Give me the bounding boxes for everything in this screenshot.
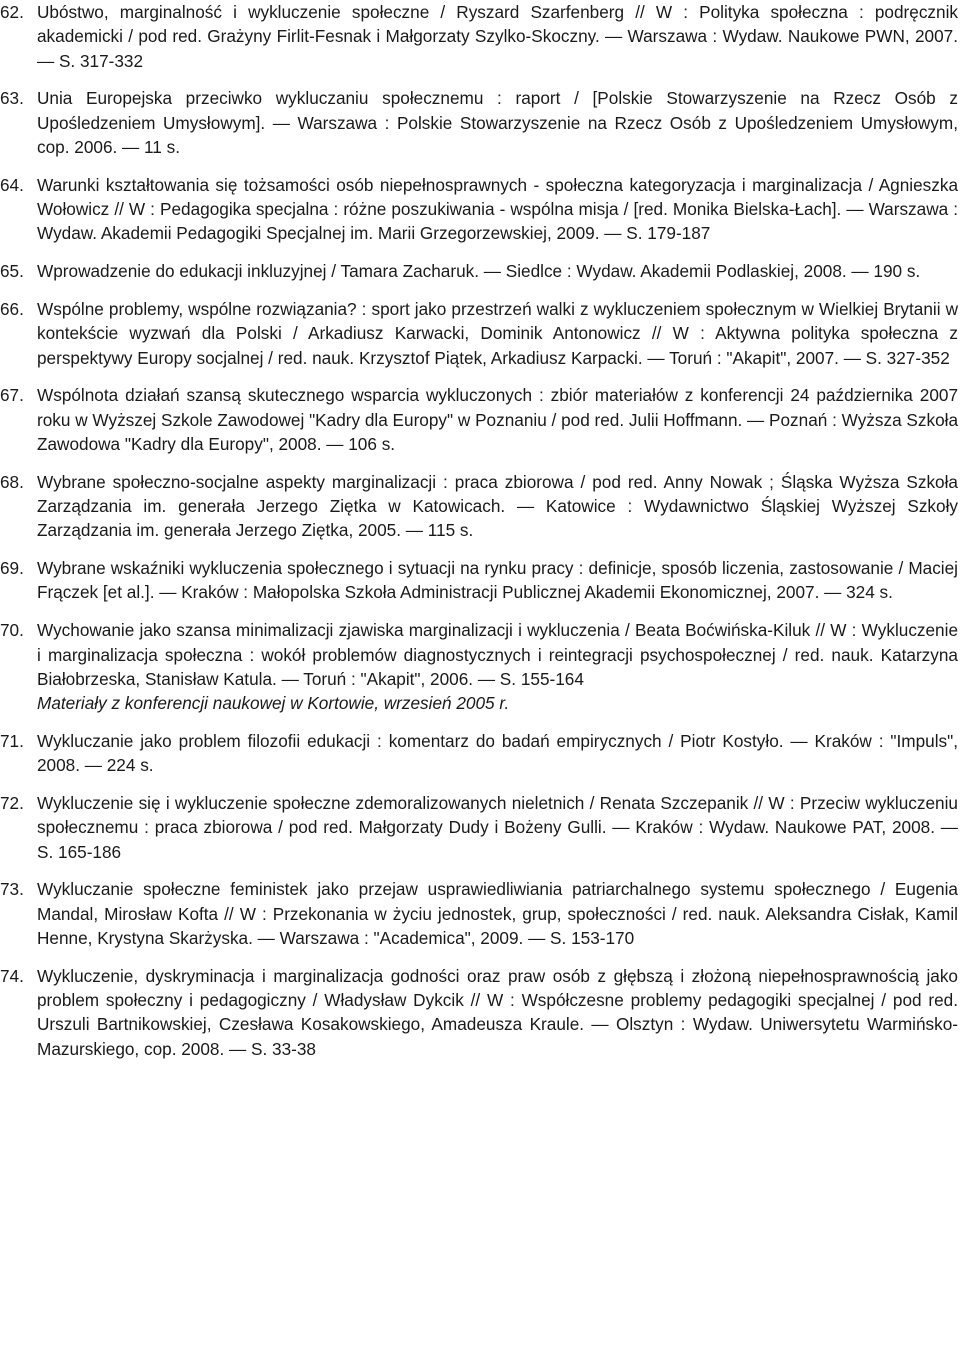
entry-number: 66. xyxy=(0,298,24,319)
bibliography-entry xyxy=(0,173,960,246)
entry-citation: Wykluczenie się i wykluczenie społeczne zdemoralizowanych nieletnich / Renata Szczepanik // W : Przeciw wykluczeniu społecznemu : praca zbiorowa / pod red. Małgorzaty Dudy i Bożeny Gulli. — Kraków : Wydaw. Naukowe PAT, 2008. — S. 165-186 xyxy=(37,793,958,862)
entry-number: 73. xyxy=(0,879,24,900)
entry-citation: Warunki kształtowania się tożsamości osób niepełnosprawnych - społeczna kategoryzacja i marginalizacja / Agnieszka Wołowicz // W : Pedagogika specjalna : różne poszukiwania - wspólna misja / [red. Monika Bielska-Łach]. — Warszawa : Wydaw. Akademii Pedagogiki Specjalnej im. Marii Grzegorzewskiej, 2009. — S. 179-187 xyxy=(37,174,958,244)
bibliography-entry xyxy=(0,964,960,1061)
bibliography-entry xyxy=(0,259,960,283)
entry-citation: Wybrane społeczno-socjalne aspekty marginalizacji : praca zbiorowa / pod red. Anny Nowak ; Śląska Wyższa Szkoła Zarządzania im. generała Jerzego Ziętka w Katowicach. — Katowice : Wydawnictwo Śląskiej Wyższej Szkoły Zarządzania im. generała Jerzego Ziętka, 2005. — 115 s. xyxy=(37,471,958,541)
entry-number: 71. xyxy=(0,730,24,751)
entry-number: 68. xyxy=(0,471,24,492)
bibliography-entry xyxy=(0,556,960,605)
entry-number: 72. xyxy=(0,793,24,814)
entry-citation: Wspólnota działań szansą skutecznego wsparcia wykluczonych : zbiór materiałów z konferencji 24 października 2007 roku w Wyższej Szkole Zawodowej "Kadry dla Europy" w Poznaniu / pod red. Julii Hoffmann. — Poznań : Wyższa Szkoła Zawodowa "Kadry dla Europy", 2008. — 106 s. xyxy=(37,385,959,454)
entry-number: 69. xyxy=(0,558,24,579)
entry-citation: Wykluczanie społeczne feministek jako przejaw usprawiedliwiania patriarchalnego systemu społecznego / Eugenia Mandal, Mirosław Kofta // W : Przekonania w życiu jednostek, grup, społeczności / red. nauk. Aleksandra Cisłak, Kamil Henne, Krystyna Skarżyska. — Warszawa : "Academica", 2009. — S. 153-170 xyxy=(37,879,958,948)
bibliography-entry xyxy=(0,618,960,715)
entry-number: 63. xyxy=(0,88,24,109)
bibliography-entry xyxy=(0,877,960,950)
entry-citation: Ubóstwo, marginalność i wykluczenie społeczne / Ryszard Szarfenberg // W : Polityka społeczna : podręcznik akademicki / pod red. Grażyny Firlit-Fesnak i Małgorzaty Szylko-Skoczny. — Warszawa : Wydaw. Naukowe PWN, 2007. — S. 317-332 xyxy=(37,2,958,71)
bibliography-entry xyxy=(0,729,960,778)
entry-citation: Wspólne problemy, wspólne rozwiązania? : sport jako przestrzeń walki z wykluczeniem społecznym w Wielkiej Brytanii w kontekście wyzwań dla Polski / Arkadiusz Karwacki, Dominik Antonowicz // W : Aktywna polityka społeczna z perspektywy Europy socjalnej / red. nauk. Krzysztof Piątek, Arkadiusz Karpacki. — Toruń : "Akapit", 2007. — S. 327-352 xyxy=(37,298,958,368)
bibliography-entry xyxy=(0,383,960,456)
entry-citation: Wykluczenie, dyskryminacja i marginalizacja godności oraz praw osób z głębszą i złożoną niepełnosprawnością jako problem społeczny i pedagogiczny / Władysław Dykcik // W : Współczesne problemy pedagogiki specjalnej / pod red. Urszuli Bartnikowskiej, Czesława Kosakowskiego, Amadeusza Kraule. — Olsztyn : Wydaw. Uniwersytetu Warmińsko-Mazurskiego, cop. 2008. — S. 33-38 xyxy=(37,965,958,1059)
bibliography-entry xyxy=(0,86,960,159)
entry-citation: Wykluczanie jako problem filozofii edukacji : komentarz do badań empirycznych / Piotr Kostyło. — Kraków : "Impuls", 2008. — 224 s. xyxy=(37,730,958,776)
bibliography-entry xyxy=(0,0,960,73)
entry-number: 62. xyxy=(0,2,24,22)
entry-citation: Wybrane wskaźniki wykluczenia społecznego i sytuacji na rynku pracy : definicje, sposób liczenia, zastosowanie / Maciej Frączek [et al.]. — Kraków : Małopolska Szkoła Administracji Publicznej Akademii Ekonomicznej, 2007. — 324 s. xyxy=(37,558,958,603)
entry-note: Materiały z konferencji naukowej w Kortowie, wrzesień 2005 r. xyxy=(37,693,510,714)
entry-number: 65. xyxy=(0,261,24,282)
bibliography-entry xyxy=(0,297,960,370)
entry-number: 70. xyxy=(0,620,24,641)
bibliography-entry xyxy=(0,791,960,864)
entry-citation: Unia Europejska przeciwko wykluczaniu społecznemu : raport / [Polskie Stowarzyszenie na Rzecz Osób z Upośledzeniem Umysłowym]. — Warszawa : Polskie Stowarzyszenie na Rzecz Osób z Upośledzeniem Umysłowym, cop. 2006. — 11 s. xyxy=(37,88,958,157)
entry-number: 64. xyxy=(0,174,24,195)
entry-number: 74. xyxy=(0,965,24,986)
entry-citation: Wychowanie jako szansa minimalizacji zjawiska marginalizacji i wykluczenia / Beata Boćwińska-Kiluk // W : Wykluczenie i marginalizacja społeczna : wokół problemów diagnostycznych i reintegracji psychospołecznej / red. nauk. Katarzyna Białobrzeska, Stanisław Katula. — Toruń : "Akapit", 2006. — S. 155-164 xyxy=(37,620,958,689)
entry-number: 67. xyxy=(0,385,24,406)
entry-citation: Wprowadzenie do edukacji inkluzyjnej / Tamara Zacharuk. — Siedlce : Wydaw. Akademii Podlaskiej, 2008. — 190 s. xyxy=(37,261,921,282)
bibliography-entry xyxy=(0,470,960,543)
